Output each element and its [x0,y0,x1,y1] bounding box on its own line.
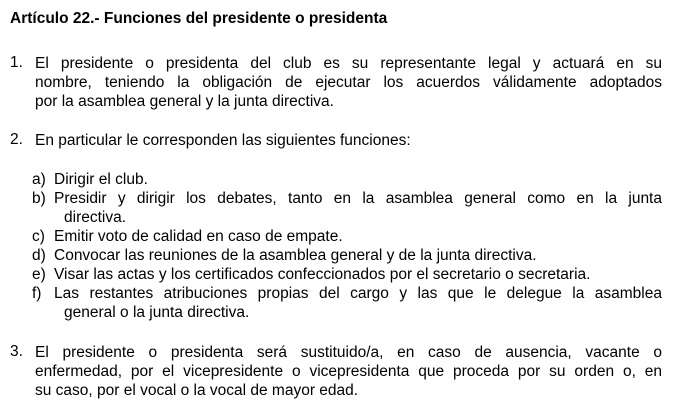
list-item-letter: f) [32,285,42,302]
article-title: Artículo 22.- Funciones del presidente o presidenta [10,10,388,27]
paragraph-line: nombre, teniendo la obligación de ejecutar los acuerdos válidamente adoptados [35,74,662,91]
list-item-letter: b) [32,190,46,207]
paragraph-line: su caso, por el vocal o la vocal de mayor edad. [35,382,359,399]
paragraph-line: El presidente o presidenta del club es su representante legal y actuará en su [35,55,662,72]
list-item-text: Dirigir el club. [54,171,148,188]
list-item-text: Emitir voto de calidad en caso de empate. [54,228,343,245]
list-item-text: Presidir y dirigir los debates, tanto en la asamblea general como en la junta [54,190,662,207]
list-item-text: general o la junta directiva. [64,304,250,321]
paragraph-line: por la asamblea general y la junta directiva. [35,93,334,110]
item-number: 2. [10,131,23,148]
list-item-text: Convocar las reuniones de la asamblea general y de la junta directiva. [54,247,537,264]
paragraph-line: En particular le corresponden las siguientes funciones: [35,132,411,149]
paragraph-line: El presidente o presidenta será sustituido/a, en caso de ausencia, vacante o [35,344,662,361]
list-item-text: Visar las actas y los certificados confeccionados por el secretario o secretaria. [54,266,591,283]
list-item-letter: c) [32,228,45,245]
list-item-letter: d) [32,247,46,264]
list-item-letter: e) [32,266,46,283]
paragraph-line: enfermedad, por el vicepresidente o vicepresidenta que proceda por su orden o, en [35,363,662,380]
list-item-text: directiva. [64,209,127,226]
list-item-text: Las restantes atribuciones propias del cargo y las que le delegue la asamblea [54,285,662,302]
item-number: 1. [10,54,23,71]
list-item-letter: a) [32,171,46,188]
item-number: 3. [10,343,23,360]
